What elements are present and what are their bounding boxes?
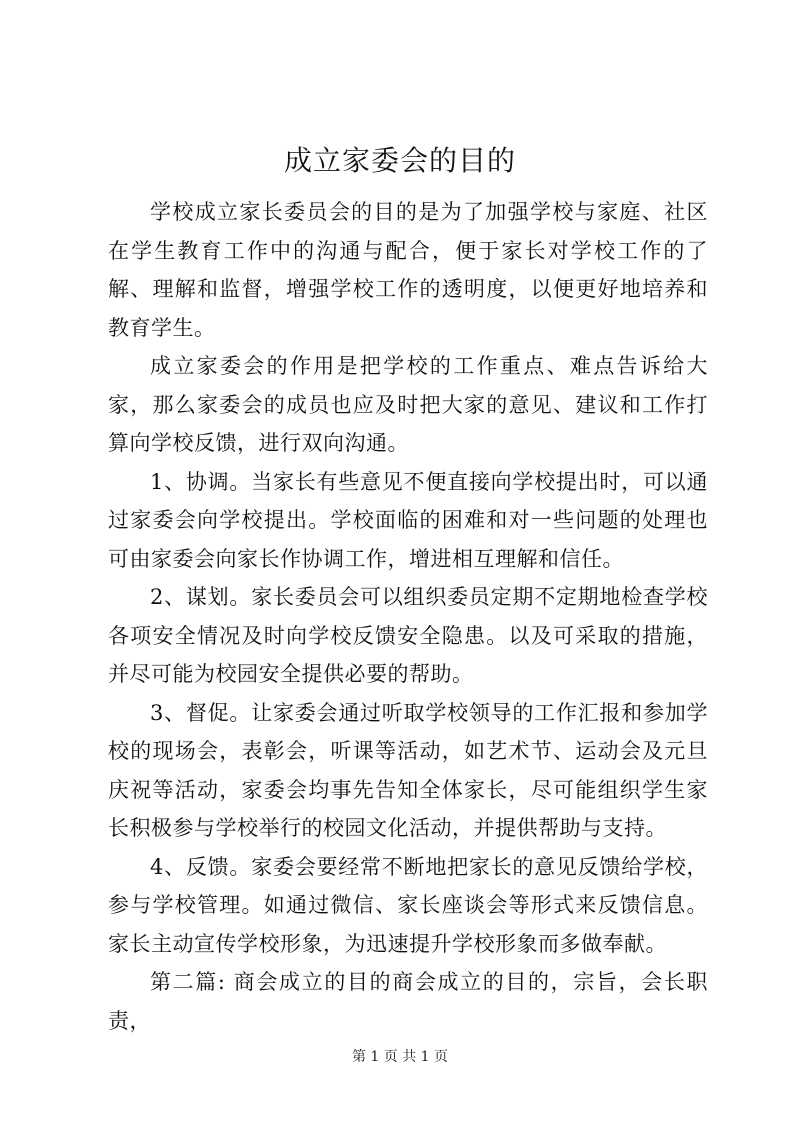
paragraph-coordinate: 1、协调。当家长有些意见不便直接向学校提出时，可以通过家委会向学校提出。学校面临的困难和对一些问题的处理也可由家委会向家长作协调工作，增进相互理解和信任。 [108,469,708,571]
paragraph-role: 成立家委会的作用是把学校的工作重点、难点告诉给大家，那么家委会的成员也应及时把大家的意见、建议和工作打算向学校反馈，进行双向沟通。 [108,354,708,455]
paragraph-section-two: 第二篇: 商会成立的目的商会成立的目的，宗旨，会长职责， [108,970,708,1033]
document-body [108,193,708,1040]
paragraph-purpose: 学校成立家长委员会的目的是为了加强学校与家庭、社区在学生教育工作中的沟通与配合，便于家长对学校工作的了解、理解和监督，增强学校工作的透明度，以便更好地培养和教育学生。 [108,200,708,340]
page-number-footer: 第 1 页 共 1 页 [351,1049,449,1065]
paragraph-supervise: 3、督促。让家委会通过听取学校领导的工作汇报和参加学校的现场会，表彰会，听课等活动，如艺术节、运动会及元旦庆祝等活动，家委会均事先告知全体家长，尽可能组织学生家长积极参与学校举行的校园文化活动，并提供帮助与支持。 [108,700,708,840]
paragraph-plan: 2、谋划。家长委员会可以组织委员定期不定期地检查学校各项安全情况及时向学校反馈安全隐患。以及可采取的措施，并尽可能为校园安全提供必要的帮助。 [108,585,708,686]
document-title: 成立家委会的目的 [283,144,516,177]
paragraph-feedback: 4、反馈。家委会要经常不断地把家长的意见反馈给学校，参与学校管理。如通过微信、家长座谈会等形式来反馈信息。家长主动宣传学校形象，为迅速提升学校形象而多做奉献。 [108,854,708,956]
